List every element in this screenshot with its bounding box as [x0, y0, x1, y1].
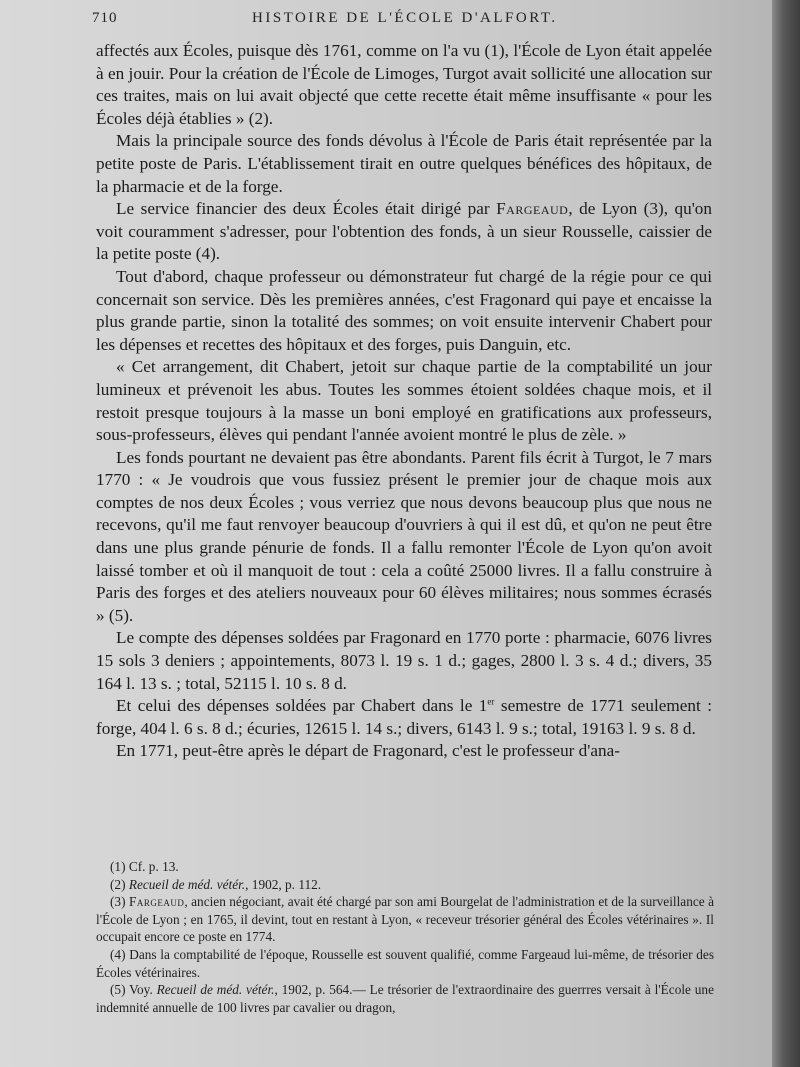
footnote-4-text: Dans la comptabilité de l'époque, Rousselle est souvent qualifié, comme Fargeaud lui-même, de trésorier des Écoles vétérinaires. — [96, 946, 714, 980]
footnote-2-journal: Recueil de méd. vétér. — [128, 876, 246, 892]
paragraph-5-quote: « Cet arrangement, dit Chabert, jetoit sur chaque partie de la comptabilité un jour lumineux et prévenoit les abus. Toutes les sommes étoient soldées chaque mois, et il restoit presque toujours à la masse un boni employé en gratifications aux professeurs, sous-professeurs, élèves qui pendant l'année avoient montré le plus de zèle. » — [96, 357, 712, 445]
running-title: HISTOIRE DE L'ÉCOLE D'ALFORT. — [252, 10, 558, 26]
footnote-1-text: Cf. p. 13. — [128, 859, 179, 874]
fargeaud-name: Fargeaud — [496, 199, 569, 219]
paragraph-9: En 1771, peut-être après le départ de Fragonard, c'est le professeur d'ana- — [116, 741, 620, 761]
paragraph-8-start: Et celui des dépenses soldées par Chabert dans le 1 — [116, 696, 488, 716]
page-header — [92, 10, 732, 30]
footnote-3-name: Fargeaud — [128, 894, 185, 910]
footnote-4-number: (4) — [110, 946, 126, 962]
paragraph-3 — [96, 198, 712, 266]
footnote-5-text: , 1902, p. 564.— Le trésorier de l'extraordinaire des guerrres versait à l'École une indemnité annuelle de 100 livres par cavalier ou dragon, — [96, 982, 714, 1015]
footnote-5 — [96, 981, 714, 1016]
footnote-3 — [96, 893, 714, 946]
footnote-2 — [96, 876, 714, 894]
footnote-2-text: , 1902, p. 112. — [245, 876, 322, 892]
footnote-3-text: , ancien négociant, avait été chargé par son ami Bourgelat de l'administration et de la surveillance à l'École de Lyon ; en 1765, il devint, tout en restant à Lyon, « receveur trésorier général des Écoles vétérinaires ». Il occupait encore ce poste en 1774. — [96, 894, 714, 945]
ordinal-superscript: er — [487, 696, 495, 707]
paragraph-7: Le compte des dépenses soldées par Fragonard en 1770 porte : pharmacie, 6076 livres 15 sols 3 deniers ; appointements, 8073 l. 19 s. 1 d.; gages, 2800 l. 3 s. 4 d.; divers, 35 164 l. 13 s. ; total, 52115 l. 10 s. 8 d. — [96, 628, 712, 693]
book-spine-shadow — [772, 0, 800, 1067]
footnote-2-number: (2) — [110, 876, 126, 892]
paragraph-8 — [96, 695, 712, 740]
paragraph-3-start: Le service financier des deux Écoles était dirigé par — [116, 199, 497, 219]
paragraph-2: Mais la principale source des fonds dévolus à l'École de Paris était représentée par la petite poste de Paris. L'établissement tirait en outre quelques bénéfices des hôpitaux, de la pharmacie et de la forge. — [96, 131, 712, 196]
footnotes — [96, 858, 714, 1016]
page-number: 710 — [92, 10, 118, 26]
paragraph-3-end: , de Lyon (3), qu'on voit couramment s'adresser, pour l'obtention des fonds, à un sieur Rousselle, caissier de la petite poste (4). — [96, 199, 712, 264]
footnote-4 — [96, 946, 714, 981]
paragraph-1: affectés aux Écoles, puisque dès 1761, comme on l'a vu (1), l'École de Lyon était appelée à en jouir. Pour la création de l'École de Limoges, Turgot avait sollicité une allocation sur ces traites, mais on lui avait objecté que cette recette était même insuffisante « pour les Écoles déjà établies » (2). — [96, 41, 712, 128]
body-text — [96, 40, 712, 763]
footnote-3-number: (3) — [110, 894, 126, 910]
footnote-1-number: (1) — [110, 859, 126, 874]
paragraph-6: Les fonds pourtant ne devaient pas être abondants. Parent fils écrit à Turgot, le 7 mars 1770 : « Je voudrois que vous fussiez présent le premier jour de chaque mois aux comptes de nos deux Écoles ; vous verriez que nous devons beaucoup plus que nous ne recevons, qu'il me faut renvoyer beaucoup d'ouvriers à qui il est dû, et qu'on ne peut être dans une plus grande pénurie de fonds. Il a fallu remonter l'École de Lyon qu'on avoit laissé tomber et où il manquoit de tout : cela a coûté 25000 livres. Il a fallu construire à Paris des forges et des ateliers nouveaux pour 60 élèves militaires; nous sommes écrasés » (5). — [96, 447, 712, 625]
footnote-5-number: (5) — [110, 982, 126, 998]
footnote-5-prefix: Voy. — [129, 982, 157, 998]
paragraph-8-end: semestre de 1771 seulement : forge, 404 l. 6 s. 8 d.; écuries, 12615 l. 14 s.; divers, 6143 l. 9 s.; total, 19163 l. 9 s. 8 d. — [96, 696, 712, 738]
footnote-1 — [96, 858, 714, 876]
paragraph-4: Tout d'abord, chaque professeur ou démonstrateur fut chargé de la régie pour ce qui concernait son service. Dès les premières années, c'est Fragonard qui paye et encaisse la plus grande partie, sinon la totalité des sommes; on voit ensuite intervenir Chabert pour les dépenses et recettes des hôpitaux et des forges, puis Danguin, etc. — [96, 266, 712, 354]
footnote-5-journal: Recueil de méd. vétér. — [156, 982, 275, 998]
